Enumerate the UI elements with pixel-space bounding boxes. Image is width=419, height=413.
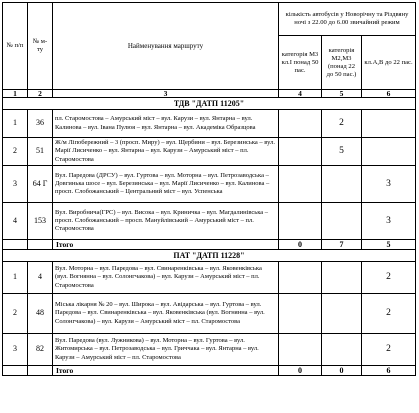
colnum-6: 6 bbox=[362, 90, 416, 98]
total-empty-cell bbox=[3, 366, 28, 376]
row-number: 3 bbox=[3, 334, 28, 366]
route-description: Ж/м Ліпобережний – 3 (просп. Миру) – вул. Щербини – вул. Березинська – вул. Марії Лисиченко – вул. Янтарна – вул. Карузи – Амурський міст – пл. Старомостова bbox=[53, 138, 279, 166]
table-row bbox=[3, 294, 416, 334]
row-number: 2 bbox=[3, 294, 28, 334]
count-cat1 bbox=[279, 262, 322, 294]
route-number: 51 bbox=[28, 138, 53, 166]
route-number: 153 bbox=[28, 203, 53, 240]
count-cat3 bbox=[362, 110, 416, 138]
row-number: 3 bbox=[3, 166, 28, 203]
count-cat1 bbox=[279, 294, 322, 334]
total-cat2: 7 bbox=[322, 240, 362, 250]
route-description: Міська лікарня № 20 – вул. Широка – вул. Авідарська – вул. Гуртова – вул. Паредова – вул. Свинаренківська – вул. Яковенківська (вул. Вогнянна – вул. Солонгчакова) – вул. Карузи – Амурський міст – пл. Старомостова bbox=[53, 294, 279, 334]
count-cat2 bbox=[322, 166, 362, 203]
route-description: пл. Старомостова – Амурський міст – вул. Карузи – вул. Янтарна – вул. Калинова – вул. Івана Пулюя – вул. Янтарна – вул. Академіка Образцова bbox=[53, 110, 279, 138]
count-cat3: 2 bbox=[362, 294, 416, 334]
count-cat2: 2 bbox=[322, 110, 362, 138]
count-cat1 bbox=[279, 334, 322, 366]
total-cat3: 5 bbox=[362, 240, 416, 250]
count-cat3 bbox=[362, 138, 416, 166]
total-cat1: 0 bbox=[279, 366, 322, 376]
route-number: 64 Г bbox=[28, 166, 53, 203]
route-table-document bbox=[2, 2, 415, 376]
table-row bbox=[3, 138, 416, 166]
column-numbers-row bbox=[3, 90, 416, 98]
count-cat1 bbox=[279, 110, 322, 138]
row-number: 2 bbox=[3, 138, 28, 166]
count-cat1 bbox=[279, 138, 322, 166]
count-cat3: 2 bbox=[362, 262, 416, 294]
count-cat2 bbox=[322, 203, 362, 240]
header-num: № п/п bbox=[3, 3, 28, 90]
header-route-no: № м-ту bbox=[28, 3, 53, 90]
count-cat2 bbox=[322, 334, 362, 366]
header-group-title: кількість автобусів у Новорічну та Різдвяну ночі з 22.00 до 6.00 звичайний режим bbox=[279, 3, 416, 36]
colnum-3: 3 bbox=[53, 90, 279, 98]
row-number: 4 bbox=[3, 203, 28, 240]
total-cat3: 6 bbox=[362, 366, 416, 376]
total-empty-cell bbox=[28, 240, 53, 250]
section-title: ТДВ "ДАТП 11205" bbox=[3, 98, 416, 110]
header-route-name: Найменування маршруту bbox=[53, 3, 279, 90]
count-cat3: 3 bbox=[362, 166, 416, 203]
count-cat1 bbox=[279, 166, 322, 203]
header-cat3: кл.А,В до 22 пас. bbox=[362, 36, 416, 90]
header-row-1 bbox=[3, 3, 416, 36]
total-row bbox=[3, 366, 416, 376]
section-title: ПАТ "ДАТП 11228" bbox=[3, 250, 416, 262]
route-description: Вул. Моторна – вул. Паредова – вул. Свинаренківська – вул. Яковенківська (вул. Вогнянна – вул. Солонгчакова) – вул. Карузи – Амурський міст – пл. Старомостова bbox=[53, 262, 279, 294]
table-row bbox=[3, 334, 416, 366]
row-number: 1 bbox=[3, 110, 28, 138]
table-row bbox=[3, 262, 416, 294]
total-empty-cell bbox=[28, 366, 53, 376]
table-row bbox=[3, 203, 416, 240]
total-cat2: 0 bbox=[322, 366, 362, 376]
total-label: Ітого bbox=[53, 240, 279, 250]
colnum-2: 2 bbox=[28, 90, 53, 98]
route-number: 36 bbox=[28, 110, 53, 138]
routes-table bbox=[2, 2, 416, 376]
colnum-1: 1 bbox=[3, 90, 28, 98]
count-cat1 bbox=[279, 203, 322, 240]
route-description: Вул. Паредова (вул. Лужникова) – вул. Моторна – вул. Гуртова – вул. Житомирська – вул. Петрозаводська – вул. Гриччака – вул. Янтарна – вул. Карузи – Амурський міст – пл. Старомостова bbox=[53, 334, 279, 366]
route-description: Вул. Виробнича(ГРС) – вул. Висока – вул. Криничка – вул. Магдалинівська – просп. Слобожанський – просп. Мануйлівський – Амурський міст – пл. Старомостова bbox=[53, 203, 279, 240]
table-row bbox=[3, 110, 416, 138]
route-number: 82 bbox=[28, 334, 53, 366]
count-cat3: 3 bbox=[362, 203, 416, 240]
row-number: 1 bbox=[3, 262, 28, 294]
section-title-row bbox=[3, 250, 416, 262]
total-row bbox=[3, 240, 416, 250]
count-cat2 bbox=[322, 294, 362, 334]
route-number: 48 bbox=[28, 294, 53, 334]
colnum-5: 5 bbox=[322, 90, 362, 98]
total-label: Ітого bbox=[53, 366, 279, 376]
count-cat3: 2 bbox=[362, 334, 416, 366]
header-cat1: категорія М3 кл.І понад 50 пас. bbox=[279, 36, 322, 90]
count-cat2: 5 bbox=[322, 138, 362, 166]
header-cat2: категорія М2,М3 (понад 22 до 50 пас.) bbox=[322, 36, 362, 90]
section-title-row bbox=[3, 98, 416, 110]
total-cat1: 0 bbox=[279, 240, 322, 250]
route-number: 4 bbox=[28, 262, 53, 294]
table-row bbox=[3, 166, 416, 203]
total-empty-cell bbox=[3, 240, 28, 250]
count-cat2 bbox=[322, 262, 362, 294]
route-description: Вул. Паредова (ДРСУ) – вул. Гуртова – вул. Моторна – вул. Петрозаводська – Довгинька шосе – вул. Березинська – вул. Марії Лисиченко – вул. Калинова – просп. Слобожанський – Центральний міст – вул. Успенська bbox=[53, 166, 279, 203]
colnum-4: 4 bbox=[279, 90, 322, 98]
